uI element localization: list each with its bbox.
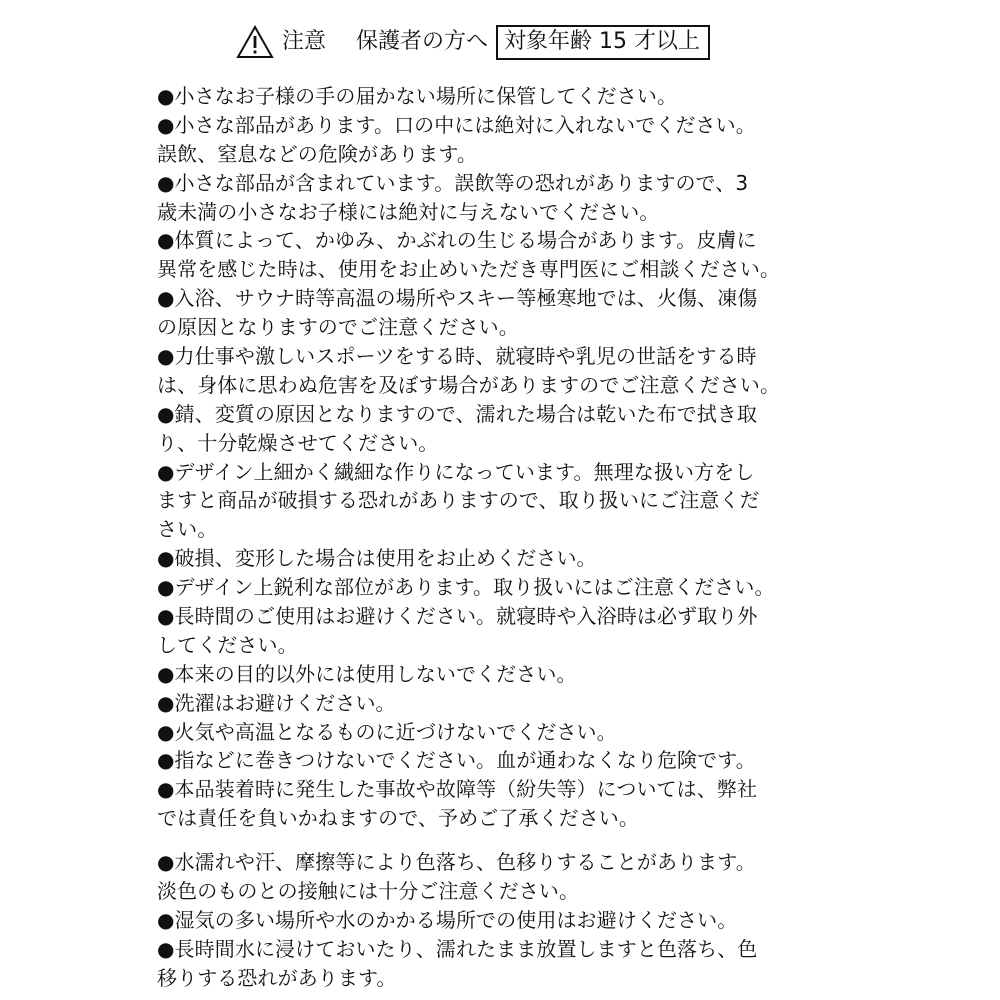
warning-triangle-icon — [236, 25, 274, 59]
caution-line: ●長時間のご使用はお避けください。就寝時や入浴時は必ず取り外 — [157, 604, 758, 629]
care-line: 移りする恐れがあります。 — [157, 965, 397, 990]
care-line: 淡色のものとの接触には十分ご注意ください。 — [157, 879, 580, 904]
caution-line: ●力仕事や激しいスポーツをする時、就寝時や乳児の世話をする時 — [157, 344, 757, 369]
caution-line: は、身体に思わぬ危害を及ぼす場合がありますのでご注意ください。 — [157, 372, 781, 397]
care-line: ●長時間水に浸けておいたり、濡れたまま放置しますと色落ち、色 — [157, 936, 758, 961]
caution-line: ●入浴、サウナ時等高温の場所やスキー等極寒地では、火傷、凍傷 — [157, 286, 758, 311]
notice-title: 注意 — [282, 29, 327, 54]
caution-line: ●小さなお子様の手の届かない場所に保管してください。 — [157, 84, 678, 108]
age-notice-badge: 対象年齢 15 才以上 — [496, 25, 710, 60]
caution-line: ●破損、変形した場合は使用をお止めください。 — [157, 546, 597, 571]
caution-line: 誤飲、窒息などの危険があります。 — [157, 141, 477, 166]
notice-header — [236, 22, 710, 62]
caution-line: ●デザイン上細かく繊細な作りになっています。無理な扱い方をし — [157, 459, 755, 484]
section-gap — [157, 833, 817, 848]
caution-line: ●小さな部品があります。口の中には絶対に入れないでください。 — [157, 112, 756, 137]
caution-line: り、十分乾燥させてください。 — [157, 430, 439, 455]
caution-line: 異常を感じた時は、使用をお止めいただき専門医にご相談ください。 — [157, 257, 781, 282]
caution-line: ●火気や高温となるものに近づけないでください。 — [157, 719, 617, 744]
caution-line: 歳未満の小さなお子様には絶対に与えないでください。 — [157, 199, 660, 224]
caution-line: ●本品装着時に発生した事故や故障等（紛失等）については、弊社 — [157, 777, 758, 802]
caution-line: ●小さな部品が含まれています。誤飲等の恐れがありますので、3 — [157, 170, 749, 195]
care-line: ●水濡れや汗、摩擦等により色落ち、色移りすることがあります。 — [157, 850, 756, 875]
caution-line: さい。 — [157, 517, 218, 542]
caution-line: ●デザイン上鋭利な部位があります。取り扱いにはご注意ください。 — [157, 575, 775, 600]
notice-audience: 保護者の方へ — [356, 29, 489, 54]
caution-line: の原因となりますのでご注意ください。 — [157, 315, 519, 340]
care-line: ●湿気の多い場所や水のかかる場所での使用はお避けください。 — [157, 907, 738, 932]
caution-line: ●体質によって、かゆみ、かぶれの生じる場合があります。皮膚に — [157, 228, 757, 253]
caution-line: してください。 — [157, 632, 298, 657]
caution-line: ●洗濯はお避けください。 — [157, 690, 396, 715]
caution-list — [157, 82, 817, 993]
caution-line: ●錆、変質の原因となりますので、濡れた場合は乾いた布で拭き取 — [157, 401, 758, 426]
caution-line: ますと商品が破損する恐れがありますので、取り扱いにご注意くだ — [157, 488, 760, 513]
caution-line: では責任を負いかねますので、予めご了承ください。 — [157, 806, 639, 831]
caution-line: ●本来の目的以外には使用しないでください。 — [157, 661, 577, 686]
caution-line: ●指などに巻きつけないでください。血が通わなくなり危険です。 — [157, 748, 756, 773]
